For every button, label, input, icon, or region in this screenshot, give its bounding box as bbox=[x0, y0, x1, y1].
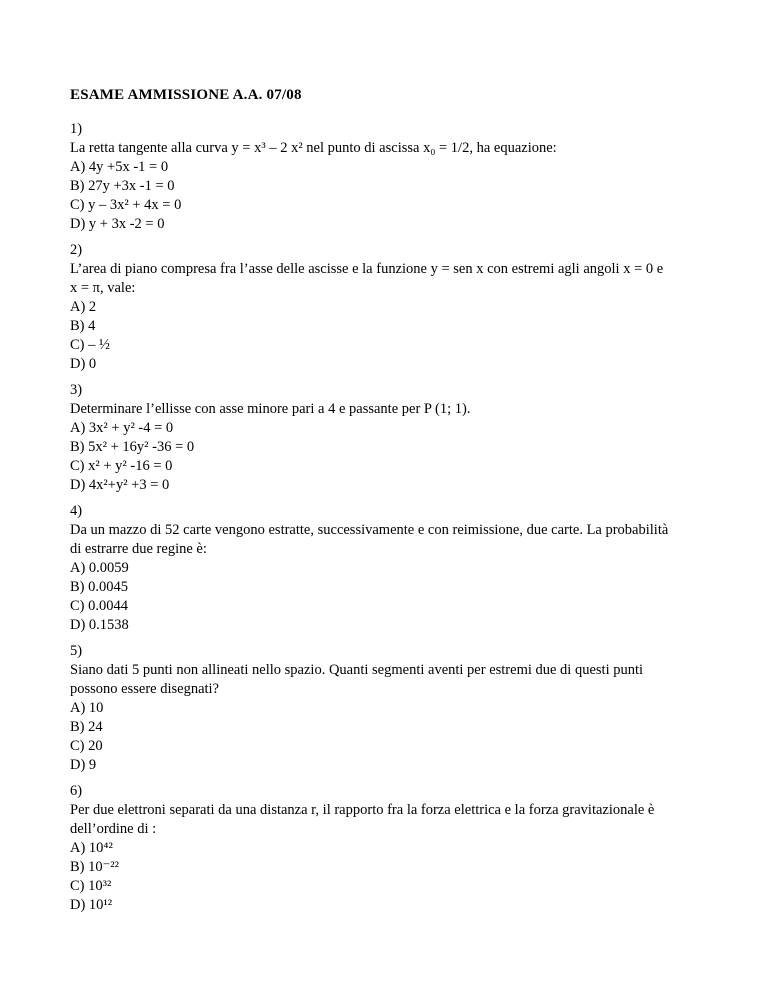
question-5 bbox=[70, 642, 708, 775]
question-6-text-line-2: dell’ordine di : bbox=[70, 821, 157, 837]
question-4-option-a: A) 0.0059 bbox=[70, 560, 129, 576]
question-3-number: 3) bbox=[70, 382, 83, 398]
question-2-option-d: D) 0 bbox=[70, 356, 97, 372]
question-1-text-line-1: La retta tangente alla curva y = x³ – 2 x² nel punto di ascissa x₀ = 1/2, ha equazione: bbox=[70, 140, 557, 156]
question-2 bbox=[70, 241, 708, 374]
question-3-option-b: B) 5x² + 16y² -36 = 0 bbox=[70, 439, 195, 455]
question-2-number: 2) bbox=[70, 242, 83, 258]
question-5-text-line-2: possono essere disegnati? bbox=[70, 681, 219, 697]
question-2-option-c: C) – ½ bbox=[70, 337, 110, 353]
question-6 bbox=[70, 782, 708, 915]
question-3 bbox=[70, 381, 708, 495]
question-2-text-line-1: L’area di piano compresa fra l’asse delle ascisse e la funzione y = sen x con estremi agli angoli x = 0 e bbox=[70, 261, 664, 277]
question-4-option-d: D) 0.1538 bbox=[70, 617, 129, 633]
question-6-option-c: C) 10³² bbox=[70, 878, 112, 894]
question-4-option-c: C) 0.0044 bbox=[70, 598, 128, 614]
question-1-option-a: A) 4y +5x -1 = 0 bbox=[70, 159, 169, 175]
question-6-option-d: D) 10¹² bbox=[70, 897, 113, 913]
question-5-number: 5) bbox=[70, 643, 83, 659]
question-5-option-b: B) 24 bbox=[70, 719, 103, 735]
question-2-text-line-2: x = π, vale: bbox=[70, 280, 136, 296]
question-5-option-d: D) 9 bbox=[70, 757, 97, 773]
question-4-text-line-1: Da un mazzo di 52 carte vengono estratte, successivamente e con reimissione, due carte. La probabilità bbox=[70, 522, 669, 538]
question-1-option-d: D) y + 3x -2 = 0 bbox=[70, 216, 165, 232]
question-2-option-b: B) 4 bbox=[70, 318, 96, 334]
question-2-option-a: A) 2 bbox=[70, 299, 97, 315]
question-4-option-b: B) 0.0045 bbox=[70, 579, 128, 595]
question-4 bbox=[70, 502, 708, 635]
question-1-option-c: C) y – 3x² + 4x = 0 bbox=[70, 197, 182, 213]
question-4-text-line-2: di estrarre due regine è: bbox=[70, 541, 207, 557]
question-1-option-b: B) 27y +3x -1 = 0 bbox=[70, 178, 175, 194]
question-6-option-a: A) 10⁴² bbox=[70, 840, 113, 856]
question-4-number: 4) bbox=[70, 503, 83, 519]
question-6-number: 6) bbox=[70, 783, 83, 799]
question-5-option-a: A) 10 bbox=[70, 700, 104, 716]
question-1 bbox=[70, 120, 708, 234]
question-6-text-line-1: Per due elettroni separati da una distanza r, il rapporto fra la forza elettrica e la forza gravitazionale è bbox=[70, 802, 655, 818]
question-3-option-a: A) 3x² + y² -4 = 0 bbox=[70, 420, 174, 436]
question-3-option-c: C) x² + y² -16 = 0 bbox=[70, 458, 173, 474]
question-6-option-b: B) 10⁻²² bbox=[70, 859, 119, 875]
question-3-option-d: D) 4x²+y² +3 = 0 bbox=[70, 477, 170, 493]
question-3-text-line-1: Determinare l’ellisse con asse minore pari a 4 e passante per P (1; 1). bbox=[70, 401, 471, 417]
question-5-option-c: C) 20 bbox=[70, 738, 103, 754]
page-title: ESAME AMMISSIONE A.A. 07/08 bbox=[70, 87, 302, 103]
question-1-number: 1) bbox=[70, 121, 83, 137]
question-5-text-line-1: Siano dati 5 punti non allineati nello spazio. Quanti segmenti aventi per estremi due di questi punti bbox=[70, 662, 644, 678]
